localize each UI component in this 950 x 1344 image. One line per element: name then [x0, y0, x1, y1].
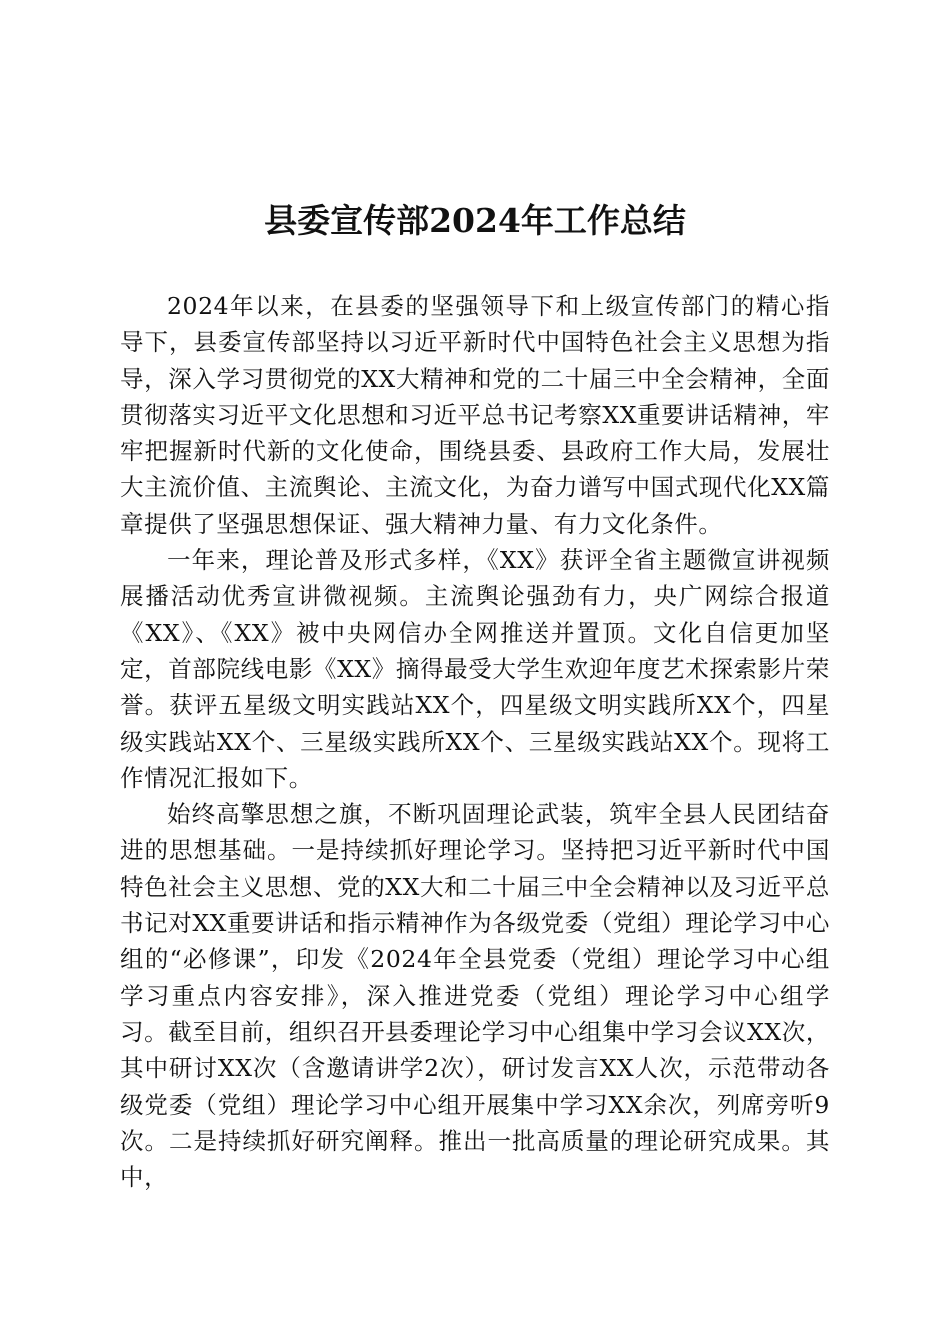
document-body — [120, 288, 830, 1195]
paragraph-intro: 2024年以来，在县委的坚强领导下和上级宣传部门的精心指导下，县委宣传部坚持以习近平新时代中国特色社会主义思想为指导，深入学习贯彻党的XX大精神和党的二十届三中全会精神，全面贯彻落实习近平文化思想和习近平总书记考察XX重要讲话精神，牢牢把握新时代新的文化使命，围绕县委、县政府工作大局，发展壮大主流价值、主流舆论、主流文化，为奋力谱写中国式现代化XX篇章提供了坚强思想保证、强大精神力量、有力文化条件。 — [120, 292, 830, 538]
paragraph-achievements: 一年来，理论普及形式多样，《XX》获评全省主题微宣讲视频展播活动优秀宣讲微视频。主流舆论强劲有力，央广网综合报道《XX》、《XX》被中央网信办全网推送并置顶。文化自信更加坚定，首部院线电影《XX》摘得最受大学生欢迎年度艺术探索影片荣誉。获评五星级文明实践站XX个，四星级文明实践所XX个，四星级实践站XX个、三星级实践所XX个、三星级实践站XX个。现将工作情况汇报如下。 — [120, 546, 830, 792]
paragraph-theory-study: 始终高擎思想之旗，不断巩固理论武装，筑牢全县人民团结奋进的思想基础。一是持续抓好理论学习。坚持把习近平新时代中国特色社会主义思想、党的XX大和二十届三中全会精神以及习近平总书记对XX重要讲话和指示精神作为各级党委（党组）理论学习中心组的“必修课”，印发《2024年全县党委（党组）理论学习中心组学习重点内容安排》，深入推进党委（党组）理论学习中心组学习。截至目前，组织召开县委理论学习中心组集中学习会议XX次，其中研讨XX次（含邀请讲学2次），研讨发言XX人次，示范带动各级党委（党组）理论学习中心组开展集中学习XX余次，列席旁听9次。二是持续抓好研究阐释。推出一批高质量的理论研究成果。其中， — [120, 800, 830, 1192]
document-title: 县委宣传部2024年工作总结 — [264, 201, 686, 240]
